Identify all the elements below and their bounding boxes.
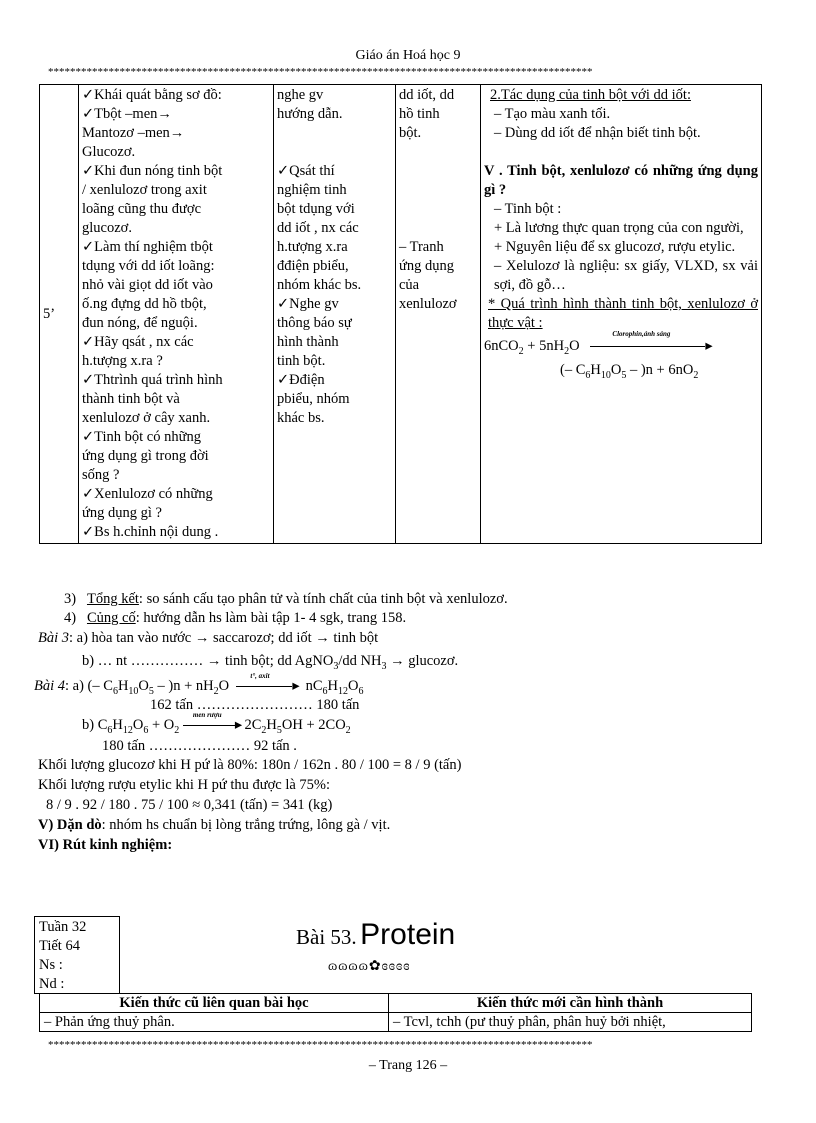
teacher-step: ✓ Xenlulozơ có những — [82, 485, 270, 504]
teacher-activity-cell — [79, 85, 274, 544]
lesson-title — [296, 918, 455, 952]
exercise-3-a: Bài 3: a) hòa tan vào nước → saccarozơ; dd iốt → tinh bột — [38, 630, 379, 646]
old-knowledge-item: – Phản ứng thuỷ phân. — [40, 1013, 389, 1032]
ethanol-mass-label: Khối lượng rượu etylic khi H pứ thu được là 75%: — [38, 777, 331, 793]
consolidation-line: 4) Củng cố: hướng dẫn hs làm bài tập 1- 4 sgk, trang 158. — [64, 610, 407, 626]
teaching-date: Nd : — [39, 976, 65, 992]
student-step: nghe gv — [277, 87, 324, 103]
teacher-step: sống ? — [82, 467, 120, 483]
ethanol-mass-calc: 8 / 9 . 92 / 180 . 75 / 100 ≈ 0,341 (tấn) = 341 (kg) — [46, 797, 333, 813]
homework-line: V) Dặn dò: nhóm hs chuẩn bị lòng trắng trứng, lông gà / vịt. — [38, 817, 391, 833]
student-step — [277, 124, 392, 143]
period: Tiết 64 — [39, 938, 80, 954]
lesson-name: Protein — [360, 918, 456, 951]
teacher-step: h.tượng x.ra ? — [82, 353, 163, 369]
teaching-aid — [399, 200, 477, 219]
student-step: hướng dẫn. — [277, 106, 343, 122]
teaching-aid: dd iốt, dd — [399, 87, 455, 103]
section-5-title: V . Tinh bột, xenlulozơ có những ứng dụng gì ? — [484, 163, 758, 198]
student-step: thông báo sự — [277, 315, 352, 331]
exercise-4-b: b) $C_6H_{12}O_6 + O_2$ men rượu ▸ $2C_2H_5OH + 2CO_2$ — [82, 716, 351, 740]
section-2-item: – Dùng dd iốt để nhận biết tinh bột. — [494, 125, 701, 141]
teacher-step: ✓ Bs h.chỉnh nội dung . — [82, 523, 270, 542]
teacher-step: ✓ Làm thí nghiệm tbột — [82, 238, 270, 257]
teacher-step: xenlulozơ ở cây xanh. — [82, 410, 211, 426]
teacher-step: glucozơ. — [82, 220, 132, 236]
teaching-aid: của — [399, 277, 420, 293]
page-number: – Trang 126 – — [368, 1058, 448, 1073]
lesson-number: Bài 53. — [296, 925, 357, 949]
teaching-aid — [399, 162, 477, 181]
teacher-step: ✓ Tbột –men→ — [82, 105, 270, 124]
summary-line: 3) Tổng kết: so sánh cấu tạo phân tử và tính chất của tinh bột và xenlulozơ. — [64, 591, 508, 607]
teacher-step: ✓ Tinh bột có những — [82, 428, 270, 447]
week: Tuần 32 — [39, 919, 87, 935]
exercise-4-a: Bài 4: a) (– $C_6H_{10}O_5 - )n + nH_2O$ t°, axit ▸ $nC_6H_{12}O_6$ — [34, 677, 364, 701]
photosynthesis-reaction: $6nCO_2 + 5nH_2O$ Clorophin,ánh sáng ▸ — [484, 337, 758, 361]
header-divider: *************************************************************************************************** — [48, 66, 593, 78]
teacher-step: tdụng với dd iốt loãng: — [82, 258, 215, 274]
decorative-ornament: ɷɷɷɷ✿ɞɞɞɞ — [328, 959, 411, 974]
student-activity-cell — [274, 85, 396, 544]
student-step: ✓ Nghe gv — [277, 295, 392, 314]
teacher-step: ✓ Khi đun nóng tinh bột — [82, 162, 270, 181]
section-2-item: – Tạo màu xanh tối. — [494, 106, 611, 122]
teacher-step: ✓ Thtrình quá trình hình — [82, 371, 270, 390]
summary-label: Tổng kết — [86, 591, 139, 607]
teacher-step: loãng cũng thu được — [82, 201, 202, 217]
student-step: ✓ Đđiện — [277, 371, 392, 390]
consolidation-label: Củng cố — [86, 610, 136, 626]
teaching-aid: hồ tinh — [399, 106, 440, 122]
teacher-step: / xenlulozơ trong axit — [82, 182, 207, 198]
teaching-aid: xenlulozơ — [399, 296, 457, 312]
knowledge-table — [39, 993, 752, 1032]
student-step: đđiện pbiểu, — [277, 258, 349, 274]
section-5-note: * Quá trình hình thành tinh bột, xenlulozơ ở thực vật : — [488, 296, 758, 331]
new-knowledge-header: Kiến thức mới cần hình thành — [389, 994, 752, 1013]
teacher-step: ✓ Khái quát bằng sơ đồ: — [82, 86, 270, 105]
footer-divider: *************************************************************************************************** — [48, 1039, 593, 1051]
reaction-product: (– $C_6H_{10}O_5 - )n + 6nO_2$ — [560, 361, 699, 381]
section-5-item: – Xelulozơ là ngliệu: sx giấy, VLXD, sx vải sợi, đồ gỗ… — [494, 258, 758, 293]
teacher-step: ứng dụng gì ? — [82, 505, 162, 521]
page-header: Giáo án Hoá học 9 — [355, 48, 461, 63]
student-step: ✓ Qsát thí — [277, 162, 392, 181]
section-5-item: + Là lương thực quan trọng của con người, — [494, 220, 744, 236]
teaching-aid: bột. — [399, 125, 422, 141]
exercise-4-b-mass: 180 tấn ………………… 92 tấn . — [102, 738, 297, 754]
fermentation-condition: men rượu — [192, 711, 222, 719]
teacher-step: Mantozơ –men→ — [82, 125, 185, 141]
student-step: hình thành — [277, 334, 339, 350]
teacher-step: ✓ Hãy qsát , nx các — [82, 333, 270, 352]
student-step: dd iốt , nx các — [277, 220, 359, 236]
student-step — [277, 143, 392, 162]
student-step: h.tượng x.ra — [277, 239, 348, 255]
teacher-step: thành tinh bột và — [82, 391, 180, 407]
old-knowledge-header: Kiến thức cũ liên quan bài học — [40, 994, 389, 1013]
student-step: nhóm khác bs. — [277, 277, 362, 293]
teacher-step: Glucozơ. — [82, 144, 136, 160]
student-step: tinh bột. — [277, 353, 326, 369]
teaching-aid — [399, 219, 477, 238]
teaching-aid: – Tranh — [399, 239, 444, 255]
student-step: khác bs. — [277, 410, 325, 426]
section-5-item: – Tinh bột : — [494, 201, 562, 217]
teacher-step: nhỏ vài giọt dd iốt vào — [82, 277, 213, 293]
section-2-title: 2.Tác dụng của tinh bột với dd iốt: — [490, 87, 691, 103]
student-step: nghiệm tinh — [277, 182, 347, 198]
prepared-date: Ns : — [39, 957, 63, 973]
teaching-aids-cell — [396, 85, 481, 544]
reaction-condition: Clorophin,ánh sáng — [612, 330, 671, 338]
student-step: bột tdụng với — [277, 201, 355, 217]
exercise-4-a-mass: 162 tấn …………………… 180 tấn — [150, 697, 360, 713]
teacher-step: đun nóng, để nguội. — [82, 315, 198, 331]
content-cell — [481, 85, 762, 544]
section-5-item: + Nguyên liệu để sx glucozơ, rượu etylic. — [494, 239, 736, 255]
schedule-box — [34, 916, 120, 994]
teacher-step: ố.ng đựng dd hồ tbột, — [82, 296, 207, 312]
teaching-aid — [399, 143, 477, 162]
new-knowledge-item: – Tcvl, tchh (pư thuỷ phân, phân huỷ bởi nhiệt, — [389, 1013, 752, 1032]
time-value: 5’ — [43, 305, 56, 322]
teaching-aid — [399, 181, 477, 200]
exercise-3-b: b) … nt …………… → tinh bột; dd AgNO$_3$/dd $NH_3$ → glucozơ. — [82, 653, 459, 672]
reflection-heading: VI) Rút kinh nghiệm: — [38, 837, 173, 853]
glucose-mass: Khối lượng glucozơ khi H pứ là 80%: 180n / 162n . 80 / 100 = 8 / 9 (tấn) — [38, 757, 462, 773]
lesson-table — [39, 84, 762, 544]
student-step: pbiểu, nhóm — [277, 391, 350, 407]
hydrolysis-condition: t°, axit — [250, 672, 270, 680]
time-cell — [40, 85, 79, 544]
teaching-aid: ứng dụng — [399, 258, 454, 274]
teacher-step: ứng dụng gì trong đời — [82, 448, 209, 464]
